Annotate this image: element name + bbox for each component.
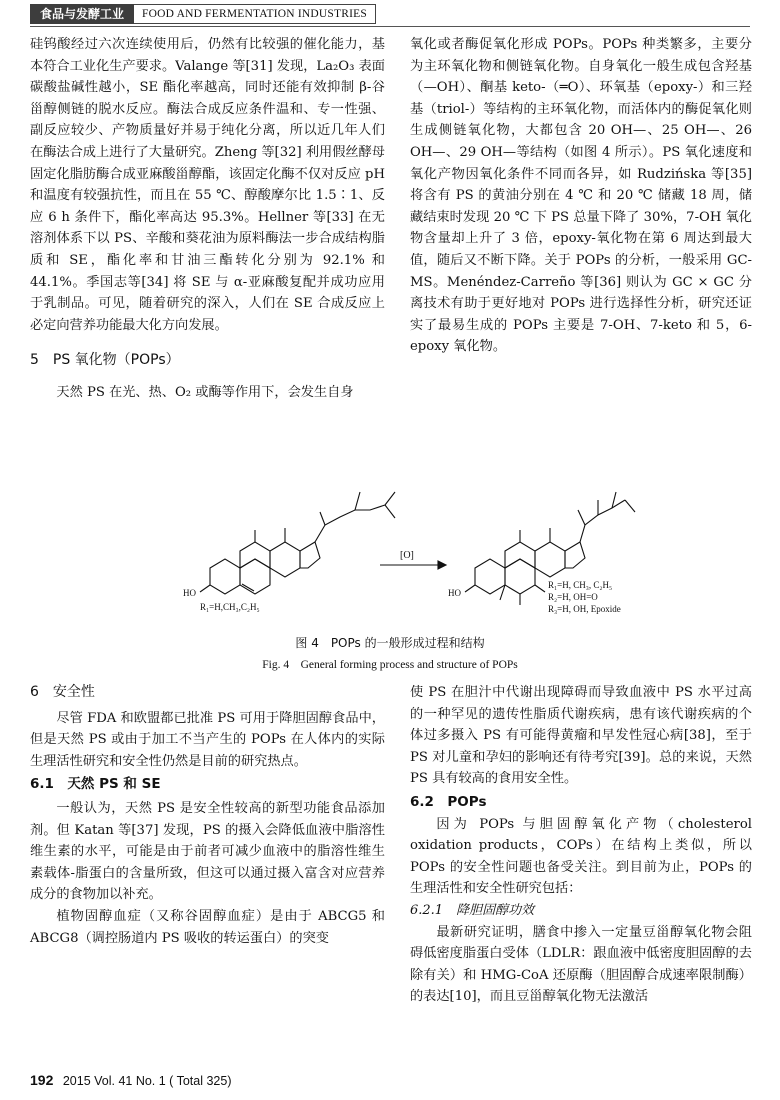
left-r1-legend: R₁=H,CH₃,C₂H₅ (200, 602, 260, 612)
figure-caption-cn: 图 4 POPs 的一般形成过程和结构 (295, 636, 485, 650)
section-6-2-1-paragraph: 最新研究证明，膳食中掺入一定量豆甾醇氧化物会阻碍低密度脂蛋白受体（LDLR：跟血液中低密度胆固醇的去除有关）和 HMG-CoA 还原酶（胆固醇合成速率限制酶）的表达[10]，而且豆甾醇氧化物无法激活 (410, 924, 752, 1005)
left-column-top (30, 34, 385, 404)
right-r-legend-2: R₂=H, OH=O (548, 592, 598, 602)
section-5-heading: 5 PS 氧化物（POPs） (30, 352, 180, 369)
section-6-1-paragraph-1: 一般认为，天然 PS 是安全性较高的新型功能食品添加剂。但 Katan 等[37] 发现，PS 的摄入会降低血液中脂溶性维生素的水平，可能是由于前者可减少血液中的脂溶性维生素载体-脂蛋白的含量所致，但这可以通过摄入富含对应营养成分的食物加以补充。 (30, 800, 385, 903)
right-column-top (410, 34, 752, 358)
section-6-2-1-heading: 6.2.1 降胆固醇功效 (410, 902, 535, 918)
section-6-heading: 6 安全性 (30, 684, 95, 700)
paragraph-enzymatic-synthesis: 硅钨酸经过六次连续使用后，仍然有比较强的催化能力，基本符合工业化生产要求。Valange 等[31] 发现，La₂O₃ 表面碳酸盐碱性越小，SE 酯化率越高，同时还能有效抑制 β-谷甾醇侧链的脱水反应。酶法合成反应条件温和、专一性强、副反应较少、产物质量好并易于纯化分离，所以近几年人们在酶法合成上进行了大量研究。Zheng 等[32] 利用假丝酵母固定化脂肪酶合成亚麻酸甾醇酯，该固定化酶不仅对反应 pH 和温度有较强抗性，而且在 55 ℃、醇酸摩尔比 1.5∶1、反应 6 h 条件下，酯化率高达 95.3%。Hellner 等[33] 在无溶剂体系下以 PS、辛酸和葵花油为原料酶法一步合成结构脂质和 SE，酯化率和甘油三酯转化分别为 92.1% 和 44.1%。季国志等[34] 将 SE 与 α-亚麻酸复配并成功应用于乳制品。可见，随着研究的深入，人们在 SE 合成反应上必定向营养功能最大化方向发展。 (30, 37, 385, 333)
running-header (30, 4, 376, 24)
oxidation-arrow-label: [O] (400, 550, 414, 561)
header-rule (30, 26, 750, 27)
journal-name-en: FOOD AND FERMENTATION INDUSTRIES (134, 4, 376, 24)
right-column-bottom (410, 682, 752, 1008)
ho-label-left: HO (183, 588, 196, 598)
page-footer (30, 1072, 231, 1088)
section-6-paragraph: 尽管 FDA 和欧盟都已批准 PS 可用于降胆固醇食品中，但是天然 PS 或由于加工不当产生的 POPs 在人体内的实际生理活性研究和安全性仍然是目前的研究热点。 (30, 710, 385, 769)
issue-info: 2015 Vol. 41 No. 1 ( Total 325) (62, 1074, 232, 1088)
section-6-2-paragraph: 因为 POPs 与胆固醇氧化产物（cholesterol oxidation products，COPs）在结构上类似，所以 POPs 的安全性问题也备受关注。到目前为止，POPs 的生理活性和安全性研究包括： (410, 816, 752, 897)
right-r-legend-1: R₁=H, CH₃, C₂H₅ (548, 580, 613, 590)
figure-caption-en: Fig. 4 General forming process and structure of POPs (262, 659, 518, 671)
paragraph-pops-types: 氧化或者酶促氧化形成 POPs。POPs 种类繁多，主要分为主环氧化物和侧链氧化物。自身氧化一般生成包含羟基（—OH）、酮基 keto-（═O）、环氧基（epoxy-）和三羟基（triol-）等结构的主环氧化物，而活体内的酶促氧化则生成侧链氧化物，大都包含 20 OH—、25 OH—、26 OH—、29 OH—等结构（如图 4 所示）。PS 氧化速度和氧化产物因氧化条件不同而各异，如 Rudzińska 等[35] 将含有 PS 的黄油分别在 4 ℃ 和 20 ℃ 储藏 18 周，储藏结束时发现 20 ℃ 下 PS 总量下降了 30%，7-OH 氧化物含量却上升了 3 倍，epoxy-氧化物在第 6 周达到最大值，随后又不断下降。关于 POPs 的分析，一般采用 GC-MS。Menéndez-Carreño 等[36] 则认为 GC × GC 分离技术有助于更好地对 POPs 进行选择性分析，研究还证实了最易生成的 POPs 主要是 7-OH、7-keto 和 5，6-epoxy 氧化物。 (410, 37, 752, 355)
section-5-paragraph: 天然 PS 在光、热、O₂ 或酶等作用下，会发生自身 (56, 384, 354, 400)
paragraph-phytosterolemia: 使 PS 在胆汁中代谢出现障碍而导致血液中 PS 水平过高的一种罕见的遗传性脂质代谢疾病，患有该代谢疾病的个体过多摄入 PS 有可能得黄瘤和早发性冠心病[38]，至于 PS 对儿童和孕妇的影响还有待考究[39]。总的来说，天然 PS 具有较高的食用安全性。 (410, 685, 752, 787)
ho-label-right: HO (448, 588, 461, 598)
section-6-2-heading: 6.2 POPs (410, 793, 487, 810)
page-number: 192 (30, 1072, 54, 1088)
journal-name-cn: 食品与发酵工业 (30, 4, 134, 24)
left-column-bottom (30, 682, 385, 949)
pops-structure-figure (180, 470, 640, 620)
right-r-legend-3: R₃=H, OH, Epoxide (548, 604, 621, 614)
section-6-1-heading: 6.1 天然 PS 和 SE (30, 776, 161, 793)
section-6-1-paragraph-2: 植物固醇血症（又称谷固醇血症）是由于 ABCG5 和 ABCG8（调控肠道内 PS 吸收的转运蛋白）的突变 (30, 908, 385, 946)
